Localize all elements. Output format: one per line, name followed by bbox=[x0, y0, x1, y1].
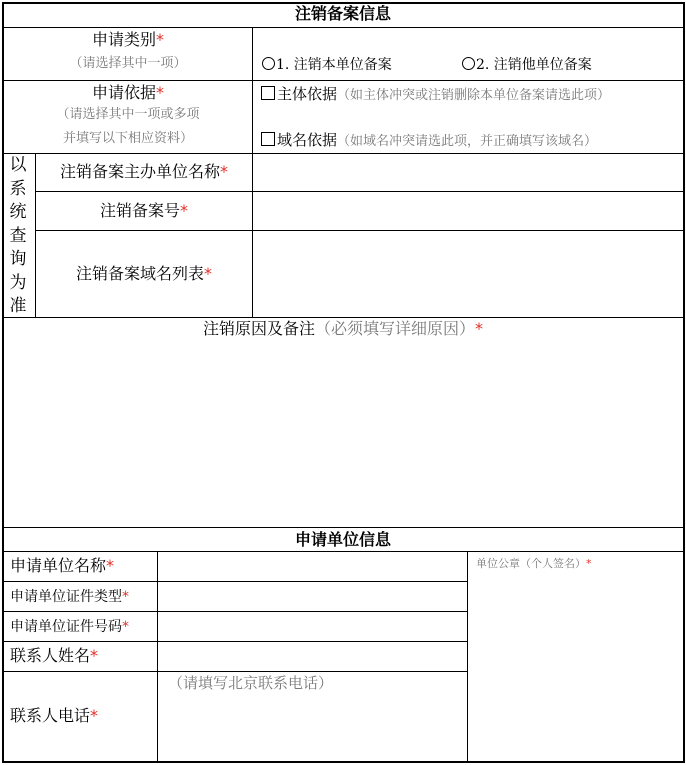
required-mark: * bbox=[586, 557, 592, 570]
cert-number-field[interactable] bbox=[158, 612, 467, 641]
sponsor-name-label: 注销备案主办单位名称* bbox=[59, 162, 228, 181]
category-option-self[interactable]: 1. 注销本单位备案 bbox=[262, 57, 392, 72]
checkbox-icon[interactable] bbox=[261, 86, 275, 100]
section-title-deregistration: 注销备案信息 bbox=[294, 4, 391, 23]
contact-name-label: 联系人姓名* bbox=[10, 646, 99, 665]
divider bbox=[2, 317, 684, 318]
unit-name-label: 申请单位名称* bbox=[10, 556, 115, 575]
domain-list-field[interactable] bbox=[253, 231, 683, 317]
basis-hint-line2: 并填写以下相应资料） bbox=[62, 131, 193, 146]
table-border-bottom bbox=[2, 761, 684, 763]
required-mark: * bbox=[204, 264, 212, 283]
required-mark: * bbox=[156, 83, 164, 102]
seal-area[interactable] bbox=[468, 576, 683, 761]
basis-option-subject[interactable]: 主体依据（如主体冲突或注销删除本单位备案请选此项） bbox=[261, 86, 610, 102]
radio-icon[interactable] bbox=[462, 57, 475, 70]
contact-phone-hint: （请填写北京联系电话） bbox=[168, 674, 334, 692]
basis-option-domain[interactable]: 域名依据（如域名冲突请选此项，并正确填写该域名） bbox=[261, 132, 597, 148]
section-title-applicant: 申请单位信息 bbox=[294, 530, 391, 549]
cert-type-field[interactable] bbox=[158, 582, 467, 611]
required-mark: * bbox=[122, 589, 129, 605]
seal-label: 单位公章（个人签名）* bbox=[476, 557, 592, 570]
system-query-note: 以 系 统 查 询 为 准 bbox=[9, 155, 27, 316]
sponsor-name-field[interactable] bbox=[253, 154, 683, 191]
divider bbox=[2, 80, 684, 81]
cert-number-label: 申请单位证件号码* bbox=[10, 619, 129, 635]
required-mark: * bbox=[90, 706, 99, 725]
required-mark: * bbox=[220, 162, 228, 181]
reason-label: 注销原因及备注（必须填写详细原因）* bbox=[202, 319, 484, 338]
reason-field[interactable] bbox=[4, 344, 683, 527]
contact-name-field[interactable] bbox=[158, 642, 467, 671]
required-mark: * bbox=[106, 556, 115, 575]
basis-hint-line1: （请选择其中一项或多项 bbox=[56, 107, 200, 122]
category-hint: （请选择其中一项） bbox=[69, 56, 187, 71]
required-mark: * bbox=[156, 30, 164, 49]
required-mark: * bbox=[180, 201, 188, 220]
category-option-other[interactable]: 2. 注销他单位备案 bbox=[462, 57, 592, 72]
required-mark: * bbox=[90, 646, 99, 665]
basis-label: 申请依据* bbox=[91, 83, 164, 102]
unit-name-field[interactable] bbox=[158, 552, 467, 581]
radio-icon[interactable] bbox=[262, 57, 275, 70]
cert-type-label: 申请单位证件类型* bbox=[10, 589, 129, 605]
record-number-label: 注销备案号* bbox=[99, 201, 188, 220]
required-mark: * bbox=[475, 319, 484, 338]
contact-phone-label: 联系人电话* bbox=[10, 706, 99, 725]
contact-phone-field[interactable] bbox=[158, 672, 467, 761]
divider bbox=[2, 27, 684, 28]
category-label: 申请类别* bbox=[91, 30, 164, 49]
required-mark: * bbox=[122, 619, 129, 635]
record-number-field[interactable] bbox=[253, 192, 683, 230]
table-border-right bbox=[683, 2, 685, 763]
checkbox-icon[interactable] bbox=[261, 132, 275, 146]
domain-list-label: 注销备案域名列表* bbox=[75, 264, 212, 283]
divider bbox=[2, 527, 684, 528]
